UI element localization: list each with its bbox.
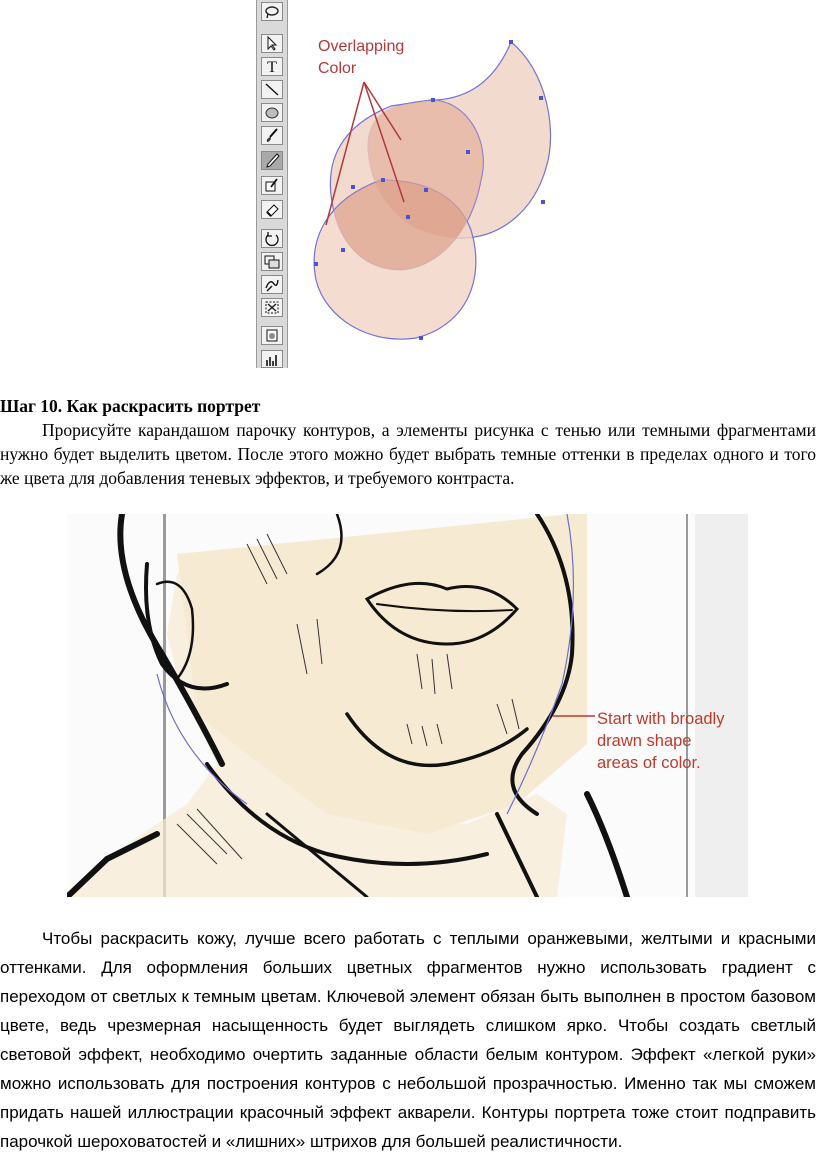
symbol-sprayer-icon[interactable]	[261, 298, 283, 317]
svg-text:T: T	[267, 59, 277, 75]
warp-icon[interactable]	[261, 275, 283, 294]
portrait-figure	[67, 514, 748, 897]
eraser-icon[interactable]	[261, 200, 283, 219]
ellipse-tool-icon[interactable]	[261, 103, 283, 122]
rotate-icon[interactable]	[261, 229, 283, 248]
pencil-icon[interactable]	[261, 151, 283, 170]
overlapping-color-figure	[256, 0, 566, 368]
paragraph-1: Прорисуйте карандашом парочку контуров, а элементы рисунка с тенью или темными фрагментами нужно будет выделить цветом. После этого можно будет выбрать темные оттенки в пределах одного и того же цвета для добавления теневых эффектов, и требуемого контраста.	[0, 420, 816, 488]
paragraph-2: Чтобы раскрасить кожу, лучше всего работать с теплыми оранжевыми, желтыми и красными оттенками. Для оформления больших цветных фрагментов нужно использовать градиент с переходом от светлых к темным цветам. Ключевой элемент обязан быть выполнен в простом базовом цвете, ведь чрезмерная насыщенность будет выглядеть слишком ярко. Чтобы создать светлый световой эффект, необходимо очертить заданные области белым контуром. Эффект «легкой руки» можно использовать для построения контуров с небольшой прозрачностью. Именно так мы сможем придать нашей иллюстрации красочный эффект акварели. Контуры портрета тоже стоит подправить парочкой шероховатостей и «лишних» штрихов для большей реалистичности.	[0, 929, 816, 1151]
tools-panel	[256, 0, 288, 368]
section-heading: Шаг 10. Как раскрасить портрет	[0, 396, 261, 416]
overlapping-color-label: Overlapping Color	[318, 38, 405, 77]
gradient-mesh-icon[interactable]	[261, 326, 283, 345]
line-tool-icon[interactable]	[261, 80, 283, 99]
paintbrush-icon[interactable]	[261, 126, 283, 145]
graph-icon[interactable]	[261, 350, 283, 368]
blob-brush-icon[interactable]	[261, 176, 283, 195]
right-frame-line	[686, 514, 688, 897]
broad-shapes-label: Start with broadly drawn shape areas of color.	[597, 710, 725, 772]
portrait-illustration	[67, 514, 748, 897]
scale-icon[interactable]	[261, 252, 283, 271]
lasso-tool-icon[interactable]	[261, 2, 283, 21]
type-tool-icon[interactable]	[261, 57, 283, 76]
direct-selection-icon[interactable]	[261, 34, 283, 53]
